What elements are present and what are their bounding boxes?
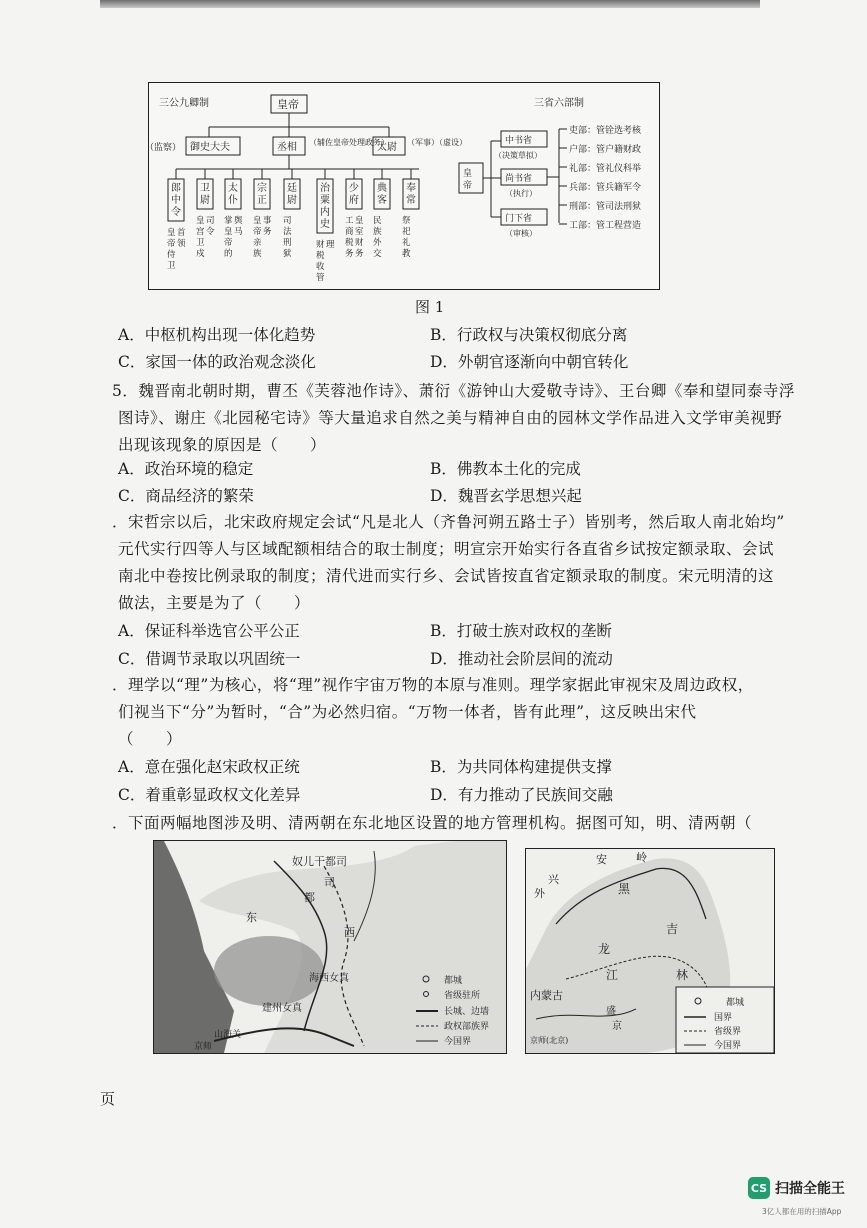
svg-text:京师(北京): 京师(北京) <box>530 1036 569 1045</box>
jiuqing-duty-char: 民 <box>373 216 382 226</box>
svg-text:内蒙古: 内蒙古 <box>530 989 563 1002</box>
right-title: 三省六部制 <box>534 98 584 109</box>
jiuqing-label-char: 卫 <box>200 183 210 194</box>
question-text-line: 做法，主要是为了（ ） <box>118 594 311 612</box>
scanner-tagline: 3亿人都在用的扫描App <box>762 1207 842 1216</box>
svg-text:都城: 都城 <box>444 976 463 986</box>
jiuqing-duty-char: 卫 <box>196 238 205 248</box>
jiuqing-label-char: 仆 <box>228 195 238 206</box>
sangong-yushi-note: （监察） <box>145 143 182 153</box>
page-label: 页 <box>100 1090 116 1108</box>
svg-text:吉: 吉 <box>666 922 679 936</box>
jiuqing-duty-char: 教 <box>402 249 411 259</box>
jiuqing-duty-char: 皇 <box>253 216 262 226</box>
answer-option[interactable]: A．保证科举选官公平公正 <box>118 622 300 640</box>
liubu-item: 工部：管工程营造 <box>569 221 642 231</box>
jiuqing-duty-char: 马 <box>234 227 243 237</box>
svg-text:政权部族界: 政权部族界 <box>444 1022 490 1032</box>
jiuqing-duty-char: 务 <box>345 249 354 259</box>
jiuqing-duty-char: 工 <box>345 216 354 226</box>
svg-text:长城、边墙: 长城、边墙 <box>444 1007 490 1017</box>
map2-legend <box>676 987 774 1053</box>
svg-text:龙: 龙 <box>598 942 611 956</box>
jiuqing-duty-char: 狱 <box>283 249 292 259</box>
jiuqing-label-char: 少 <box>349 183 359 194</box>
jiuqing-duty-char: 领 <box>177 239 186 249</box>
jiuqing-duty-char: 务 <box>263 227 272 237</box>
liubu-item: 户部：管户籍财政 <box>569 145 642 155</box>
map1-label-jianzhou: 建州女真 <box>262 1003 302 1014</box>
jiuqing-duty-char: 族 <box>373 227 382 237</box>
map1-label-dong: 东 <box>246 911 257 924</box>
sangong-taiwei-note: （军事）（虚设） <box>407 138 467 147</box>
jiuqing-duty-char: 管 <box>316 273 325 283</box>
jiuqing-label-char: 宗 <box>257 183 267 194</box>
jiuqing-duty-char: 亲 <box>253 238 262 248</box>
jiuqing-duty-char: 税 <box>345 238 354 248</box>
jiuqing-label-char: 廷 <box>287 183 297 194</box>
answer-option[interactable]: B．为共同体构建提供支撑 <box>430 758 612 776</box>
emperor-box: 皇帝 <box>277 98 299 111</box>
svg-text:安: 安 <box>596 853 607 866</box>
jiuqing-label-char: 中 <box>171 195 181 206</box>
answer-option[interactable]: D．有力推动了民族间交融 <box>430 786 613 804</box>
jiuqing-duty-char: 礼 <box>402 238 411 248</box>
map-qing <box>525 848 775 1054</box>
sansheng-shangshu: 尚书省 <box>505 174 533 184</box>
jiuqing-label-char: 太 <box>228 183 238 194</box>
jiuqing-duty-char: 掌 <box>224 216 233 226</box>
question-text-line: ．理学以“理”为核心，将“理”视作宇宙万物的本原与准则。理学家据此审视宋及周边政权， <box>112 676 754 694</box>
answer-option[interactable]: D．推动社会阶层间的流动 <box>430 650 613 668</box>
question-text-line: 图诗》、谢庄《北园秘宅诗》等大量追求自然之美与精神自由的园林文学作品进入文学审美视野 <box>118 409 783 427</box>
question-text-line: 出现该现象的原因是（ ） <box>118 436 327 454</box>
jiuqing-duty-char: 商 <box>345 227 354 237</box>
sansheng-zhongshu-note: （决策草拟） <box>494 151 542 160</box>
jiuqing-duty-char: 皇 <box>167 228 176 238</box>
question-text-line: （ ） <box>118 730 183 748</box>
question-text-line: 5．魏晋南北朝时期，曹丕《芙蓉池作诗》、萧衍《游钟山大爱敬寺诗》、王台卿《奉和望同泰寺浮 <box>112 382 795 400</box>
jiuqing-label-char: 奉 <box>406 183 416 194</box>
svg-text:江: 江 <box>606 968 619 982</box>
map1-label-du: 都 <box>304 891 315 904</box>
sansheng-zhongshu: 中书省 <box>505 136 533 146</box>
answer-option[interactable]: D．外朝官逐渐向中朝官转化 <box>430 353 629 371</box>
answer-option[interactable]: B．打破士族对政权的垄断 <box>430 622 612 640</box>
jiuqing-duty-char: 侍 <box>167 250 176 260</box>
question-text-line: 们视当下“分”为暂时，“合”为必然归宿。“万物一体者，皆有此理”，这反映出宋代 <box>118 703 697 721</box>
jiuqing-duty-char: 外 <box>373 238 382 248</box>
liubu-group <box>559 124 642 231</box>
answer-option[interactable]: C．家国一体的政治观念淡化 <box>118 353 316 371</box>
jiuqing-duty-char: 祭 <box>402 216 411 226</box>
jiuqing-duty-char: 帝 <box>224 238 233 248</box>
answer-option[interactable]: A．中枢机构出现一体化趋势 <box>118 326 316 344</box>
jiuqing-duty-char: 宫 <box>196 227 205 237</box>
figure1-svg <box>145 83 659 289</box>
jiuqing-duty-char: 刑 <box>283 238 292 248</box>
jiuqing-duty-char: 司 <box>206 216 215 226</box>
svg-text:林: 林 <box>676 968 689 982</box>
svg-text:京: 京 <box>612 1021 622 1032</box>
camscanner-logo-icon: CS <box>748 1177 770 1199</box>
sangong-yushi: 御史大夫 <box>190 142 230 153</box>
svg-text:省级驻所: 省级驻所 <box>444 991 481 1001</box>
map1-label-shanhaiguan: 山海关 <box>214 1030 242 1040</box>
maps-figure <box>153 840 773 1054</box>
svg-text:岭: 岭 <box>636 851 647 864</box>
jiuqing-label-char: 令 <box>171 207 181 218</box>
scan-top-edge <box>100 0 760 8</box>
question-text-line: ．下面两幅地图涉及明、清两朝在东北地区设置的地方管理机构。据图可知，明、清两朝（ <box>112 814 753 832</box>
question-text-line: ．宋哲宗以后，北宋政府规定会试“凡是北人（齐鲁河朔五路士子）皆别考，然后取人南北始均” <box>112 513 785 531</box>
svg-text:今国界: 今国界 <box>714 1041 742 1051</box>
scanner-app-name: 扫描全能王 <box>775 1181 845 1197</box>
answer-option[interactable]: C．商品经济的繁荣 <box>118 487 254 505</box>
map-ming <box>153 840 507 1054</box>
jiuqing-duty-char: 令 <box>206 227 215 237</box>
sansheng-emperor: 皇 <box>463 169 473 179</box>
jiuqing-duty-char: 祀 <box>402 227 411 237</box>
jiuqing-duty-char: 理 <box>326 240 335 250</box>
answer-option[interactable]: C．着重彰显政权文化差异 <box>118 786 301 804</box>
jiuqing-group <box>167 169 419 283</box>
svg-text:国界: 国界 <box>714 1013 733 1023</box>
map1-label-jingshi: 京师 <box>194 1042 213 1052</box>
jiuqing-label-char: 粟 <box>320 195 330 206</box>
jiuqing-duty-char: 舆 <box>234 216 243 226</box>
jiuqing-duty-char: 首 <box>177 228 186 238</box>
jiuqing-duty-char: 税 <box>316 251 325 261</box>
liubu-item: 兵部：管兵籍军令 <box>569 183 642 193</box>
jiuqing-label-char: 正 <box>257 195 267 206</box>
answer-option[interactable]: A．意在强化赵宋政权正统 <box>118 758 300 776</box>
svg-text:省级界: 省级界 <box>714 1027 742 1037</box>
sansheng-menxia-note: （审核） <box>505 229 537 238</box>
jiuqing-duty-char: 事 <box>263 216 272 226</box>
jiuqing-duty-char: 皇 <box>196 216 205 226</box>
liubu-item: 礼部：管礼仪科举 <box>569 164 642 174</box>
liubu-item: 刑部：管司法刑狱 <box>569 202 642 212</box>
jiuqing-label-char: 史 <box>320 219 330 230</box>
jiuqing-duty-char: 财 <box>316 240 325 250</box>
jiuqing-label-char: 尉 <box>287 195 297 206</box>
liubu-item: 吏部：管铨选考核 <box>569 126 642 136</box>
jiuqing-label-char: 内 <box>320 207 330 218</box>
jiuqing-duty-char: 的 <box>224 249 233 259</box>
jiuqing-duty-char: 室 <box>355 227 364 237</box>
jiuqing-duty-char: 帝 <box>253 227 262 237</box>
jiuqing-duty-char: 戍 <box>196 249 205 259</box>
svg-text:黑: 黑 <box>618 882 631 896</box>
sangong-chengxiang-note: （辅佐皇帝处理政务） <box>309 138 389 147</box>
sangong-taiwei: 太尉 <box>377 142 397 153</box>
jiuqing-label-char: 客 <box>377 195 387 206</box>
left-title: 三公九卿制 <box>159 98 209 109</box>
jiuqing-duty-char: 卫 <box>167 261 176 271</box>
answer-option[interactable]: B．行政权与决策权彻底分离 <box>430 326 628 344</box>
question-text-line: 元代实行四等人与区域配额相结合的取士制度；明宣宗开始实行各直省乡试按定额录取、会试 <box>118 540 775 558</box>
figure1-diagram <box>145 82 660 290</box>
jiuqing-duty-char: 收 <box>316 262 325 272</box>
jiuqing-duty-char: 法 <box>283 227 292 237</box>
jiuqing-label-char: 常 <box>406 195 416 206</box>
svg-text:外: 外 <box>534 887 545 900</box>
jiuqing-label-char: 府 <box>349 195 359 206</box>
answer-option[interactable]: C．借调节录取以巩固统一 <box>118 650 301 668</box>
jiuqing-duty-char: 司 <box>283 216 292 226</box>
scanner-watermark <box>748 1177 845 1199</box>
map1-label-si: 司 <box>324 876 335 889</box>
sansheng-menxia: 门下省 <box>505 214 533 224</box>
svg-text:都城: 都城 <box>726 998 745 1008</box>
jiuqing-label-char: 尉 <box>200 195 210 206</box>
map1-label-nuergan: 奴儿干都司 <box>292 855 347 868</box>
svg-text:盛: 盛 <box>606 1006 616 1017</box>
jiuqing-duty-char: 帝 <box>167 239 176 249</box>
figure1-caption: 图 1 <box>415 298 445 316</box>
jiuqing-duty-char: 务 <box>355 249 364 259</box>
jiuqing-duty-char: 交 <box>373 249 382 259</box>
jiuqing-label-char: 典 <box>377 183 387 194</box>
jiuqing-duty-char: 财 <box>355 238 364 248</box>
answer-option[interactable]: B．佛教本土化的完成 <box>430 460 581 478</box>
answer-option[interactable]: A．政治环境的稳定 <box>118 460 254 478</box>
answer-option[interactable]: D．魏晋玄学思想兴起 <box>430 487 582 505</box>
sangong-chengxiang: 丞相 <box>277 142 297 153</box>
svg-text:兴: 兴 <box>548 873 559 886</box>
jiuqing-duty-char: 族 <box>253 249 262 259</box>
map1-label-xi: 西 <box>344 926 355 939</box>
jiuqing-duty-char: 皇 <box>355 216 364 226</box>
map1-label-haixi: 海西女真 <box>309 973 349 984</box>
question-text-line: 南北中卷按比例录取的制度；清代进而实行乡、会试皆按直省定额录取的制度。宋元明清的这 <box>118 567 775 585</box>
sansheng-shangshu-note: （执行） <box>505 189 537 198</box>
jiuqing-label-char: 郎 <box>171 183 181 194</box>
jiuqing-duty-char: 皇 <box>224 227 233 237</box>
jiuqing-label-char: 治 <box>320 183 330 194</box>
svg-text:今国界: 今国界 <box>444 1037 472 1047</box>
svg-text:帝: 帝 <box>463 181 473 191</box>
